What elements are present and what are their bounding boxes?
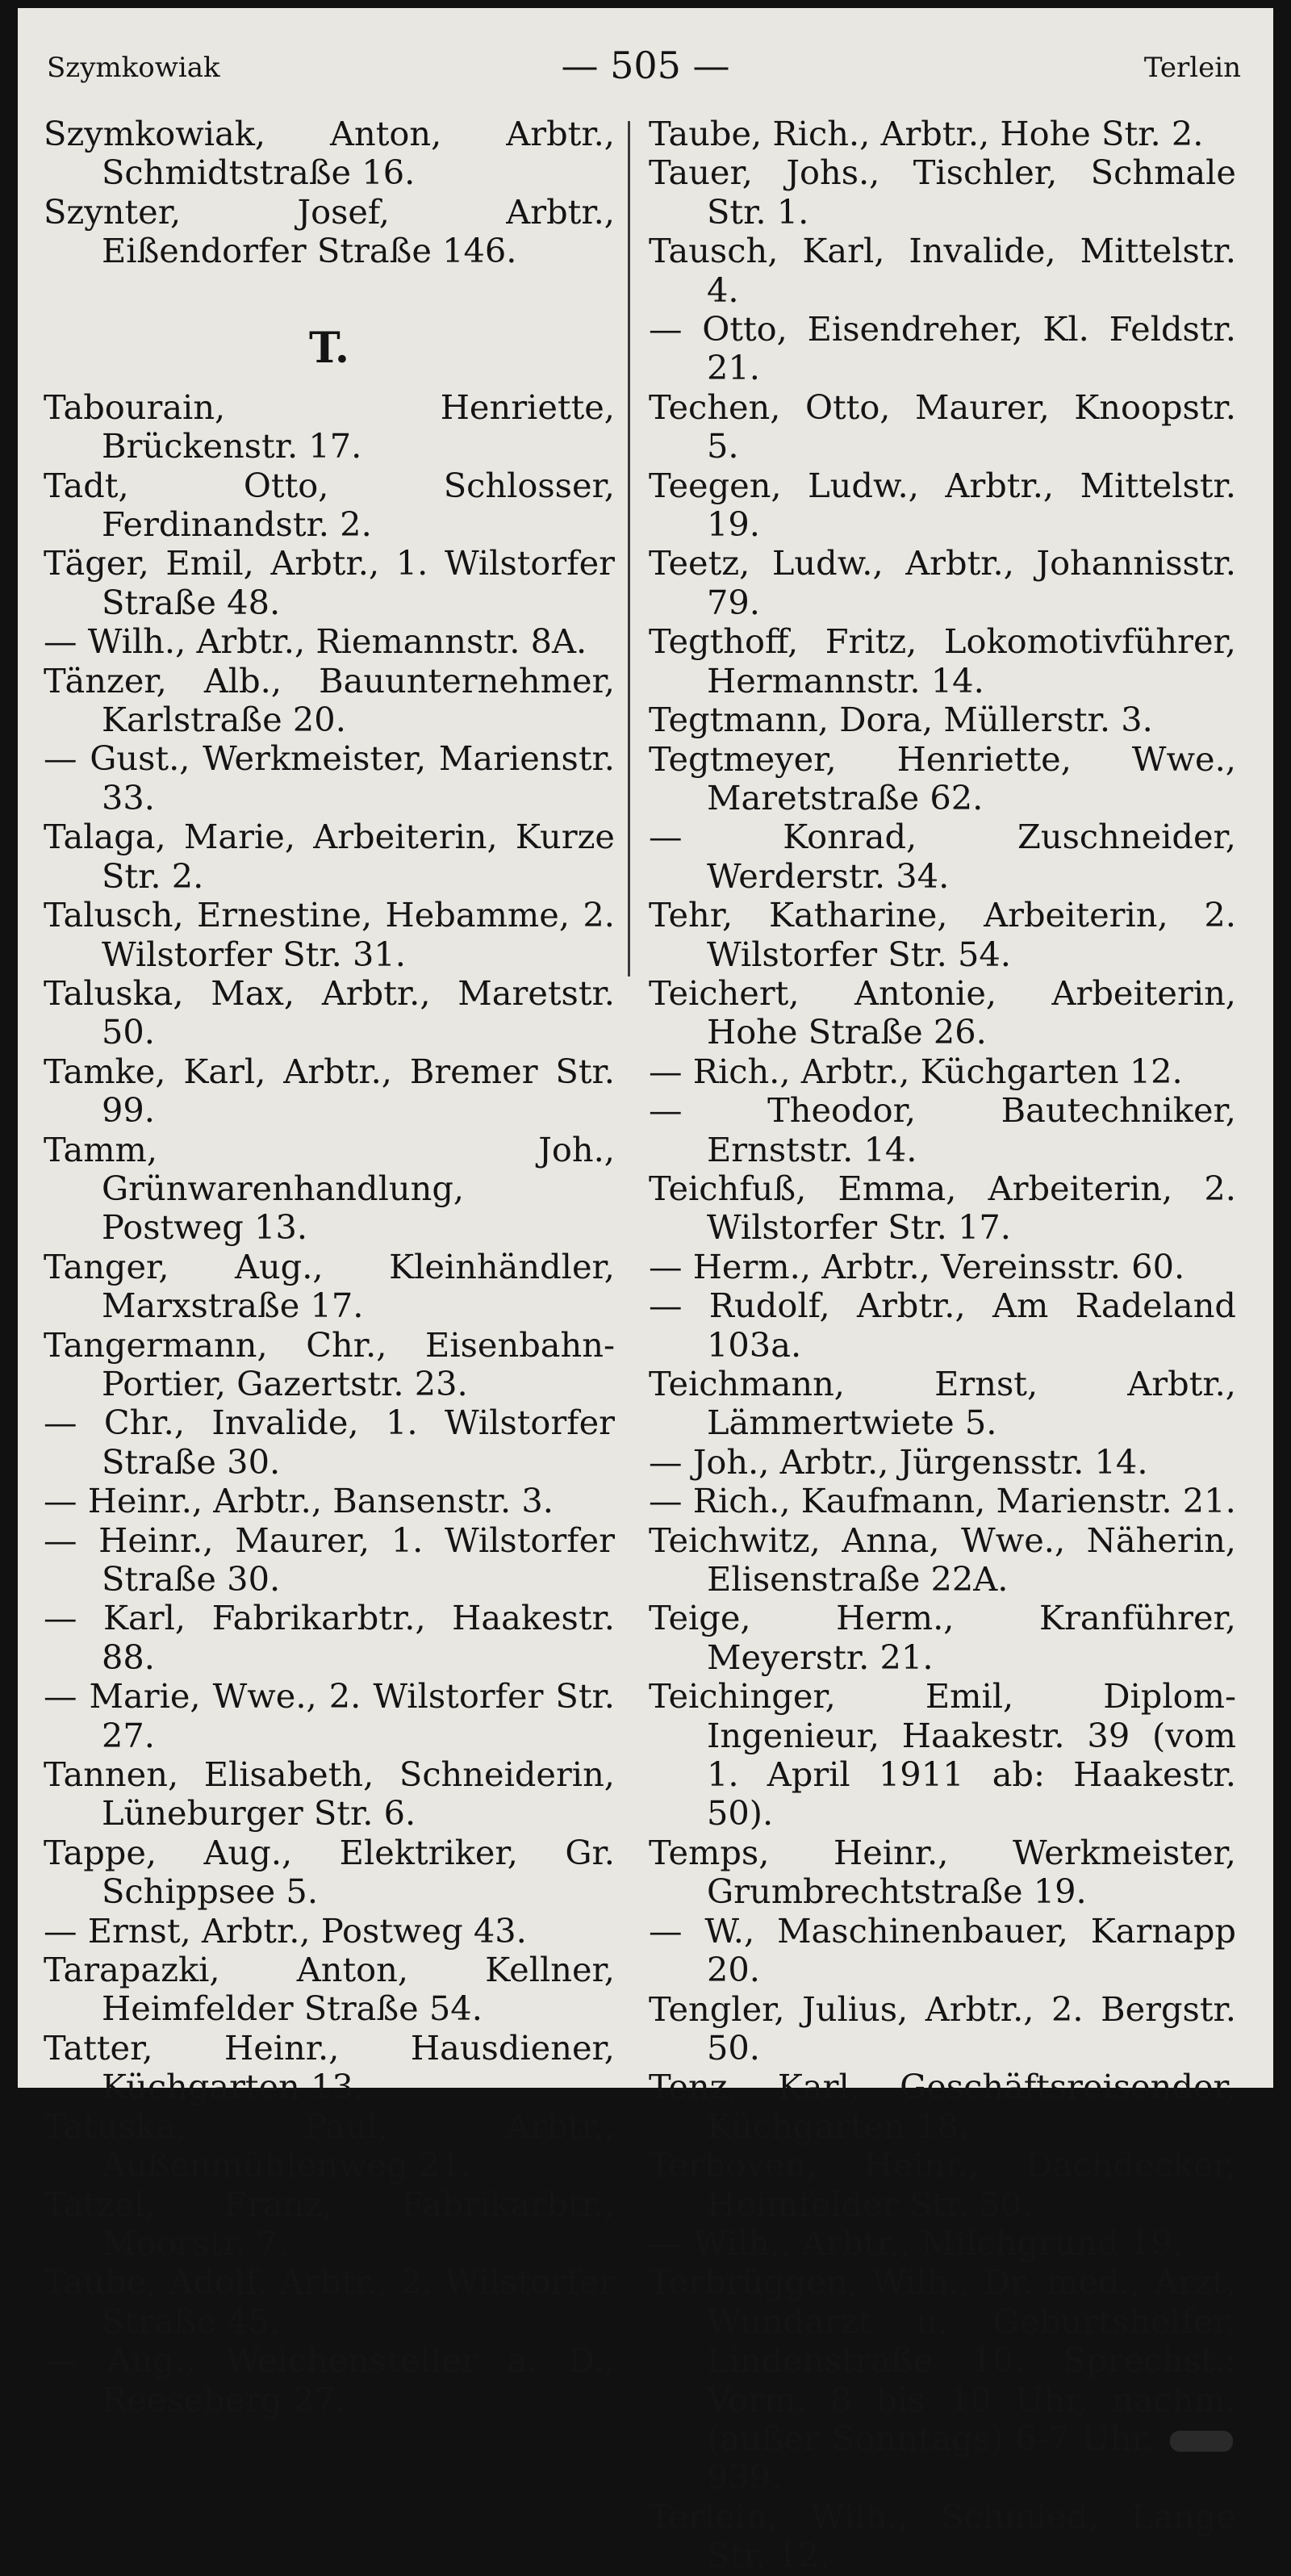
directory-entry: Temps, Heinr., Werkmeister, Grumbrechtstraße 19. (649, 1832, 1236, 1912)
running-head-right: Terlein (1143, 52, 1241, 84)
directory-entry: Tannen, Elisabeth, Schneiderin, Lüneburger Str. 6. (44, 1754, 615, 1834)
directory-entry: Szymkowiak, Anton, Arbtr., Schmidtstraße 16. (44, 114, 615, 193)
directory-entry: — Herm., Arbtr., Vereinsstr. 60. (649, 1246, 1185, 1286)
directory-entry: Tanger, Aug., Kleinhändler, Marxstraße 17. (44, 1246, 615, 1326)
directory-entry: — Otto, Eisendreher, Kl. Feldstr. 21. (649, 309, 1236, 388)
directory-entry: Teegen, Ludw., Arbtr., Mittelstr. 19. (649, 465, 1236, 545)
directory-entry: Tatter, Heinr., Hausdiener, Küchgarten 13. (44, 2027, 615, 2107)
phone-number: 939. (707, 2457, 782, 2498)
directory-entry: — Gust., Werkmeister, Marienstr. 33. (44, 738, 615, 818)
directory-entry: Teichfuß, Emma, Arbeiterin, 2. Wilstorfer Str. 17. (649, 1168, 1236, 1248)
directory-entry: Tappe, Aug., Elektriker, Gr. Schippsee 5. (44, 1832, 615, 1912)
directory-entry: — Joh., Arbtr., Jürgensstr. 14. (649, 1441, 1148, 1482)
directory-entry: Taluska, Max, Arbtr., Maretstr. 50. (44, 972, 615, 1052)
directory-entry: Talaga, Marie, Arbeiterin, Kurze Str. 2. (44, 817, 615, 896)
directory-entry: — Ernst, Arbtr., Postweg 43. (44, 1910, 527, 1951)
column-divider (628, 121, 630, 976)
directory-entry: — Aug., Weichensteller a. D., Reeseberg 27. (44, 2340, 615, 2419)
directory-entry: Tamm, Joh., Grünwarenhandlung, Postweg 13. (44, 1129, 615, 1248)
right-entry-list (649, 115, 1236, 2576)
directory-entry: — Theodor, Bautechniker, Ernststr. 14. (649, 1090, 1236, 1169)
directory-entry: — Rich., Kaufmann, Marienstr. 21. (649, 1481, 1236, 1521)
directory-entry: Terlein, Wilh., Schmied, Lange Str. 12. (649, 2496, 1236, 2576)
directory-entry: — W., Maschinenbauer, Karnapp 20. (649, 1910, 1236, 1990)
directory-entry: Tengler, Julius, Arbtr., 2. Bergstr. 50. (649, 1988, 1236, 2068)
directory-entry: Tatuska, Paul, Arbtr., Außenmühlenweg 21. (44, 2106, 615, 2185)
directory-entry: Teichwitz, Anna, Wwe., Näherin, Elisenstraße 22A. (649, 1520, 1236, 1600)
telephone-icon (1170, 2431, 1233, 2452)
directory-entry: — Marie, Wwe., 2. Wilstorfer Str. 27. (44, 1676, 615, 1755)
directory-entry: — Rudolf, Arbtr., Am Radeland 103a. (649, 1286, 1236, 1365)
directory-entry: Tabourain, Henriette, Brückenstr. 17. (44, 387, 615, 466)
directory-entry: — Wilh., Arbtr., Milchgrund 19. (649, 2223, 1183, 2263)
directory-entry: — Heinr., Arbtr., Bansenstr. 3. (44, 1481, 554, 1521)
directory-entry: — Rich., Arbtr., Küchgarten 12. (649, 1051, 1183, 1091)
directory-entry: Tehr, Katharine, Arbeiterin, 2. Wilstorfer Str. 54. (649, 895, 1236, 974)
directory-entry: Tegtmann, Dora, Müllerstr. 3. (649, 700, 1153, 740)
directory-page (18, 8, 1273, 2576)
directory-entry: Teige, Herm., Kranführer, Meyerstr. 21. (649, 1598, 1236, 1677)
directory-entry: Teichert, Antonie, Arbeiterin, Hohe Straße 26. (649, 972, 1236, 1052)
directory-entry: Szynter, Josef, Arbtr., Eißendorfer Straße 146. (44, 191, 615, 271)
directory-entry: Tauer, Johs., Tischler, Schmale Str. 1. (649, 153, 1236, 232)
left-entry-list (44, 388, 615, 2419)
directory-entry: — Wilh., Arbtr., Riemannstr. 8A. (44, 621, 587, 662)
page-number: — 505 — (561, 44, 730, 87)
directory-entry: Täger, Emil, Arbtr., 1. Wilstorfer Straße 48. (44, 543, 615, 622)
directory-entry: Tenz, Karl, Geschäftsreisender, Küchgarten 18. (649, 2067, 1236, 2146)
directory-entry: Terboven, Heinr., Dachdecker, Heimfelder Str. 50. (649, 2145, 1236, 2224)
directory-entry: Terbrüggen, Wilh., Dr. med., Arzt, Wundarzt u. Geburtshelfer, Lindenstraße 10. Sprechst.: Vorm. 8 bis 10 Uhr, nachm. (außer Sonntags) 6-7 Uhr. 939. (649, 2262, 1236, 2498)
directory-entry: Taube, Rich., Arbtr., Hohe Str. 2. (649, 114, 1204, 153)
directory-entry: — Konrad, Zuschneider, Werderstr. 34. (649, 817, 1236, 896)
directory-entry: Talusch, Ernestine, Hebamme, 2. Wilstorfer Str. 31. (44, 895, 615, 974)
directory-entry: Tarapazki, Anton, Kellner, Heimfelder Straße 54. (44, 1950, 615, 2029)
directory-entry: Teetz, Ludw., Arbtr., Johannisstr. 79. (649, 543, 1236, 622)
directory-entry: Techen, Otto, Maurer, Knoopstr. 5. (649, 387, 1236, 466)
running-head-left: Szymkowiak (47, 52, 220, 84)
directory-entry: — Heinr., Maurer, 1. Wilstorfer Straße 30. (44, 1520, 615, 1599)
section-letter: T. (308, 324, 350, 374)
directory-entry: Tänzer, Alb., Bauunternehmer, Karlstraße 20. (44, 660, 615, 740)
directory-entry: Tatzel, Franz, Fabrikarbtr., Moorstr. 7. (44, 2184, 615, 2263)
directory-entry: Tausch, Karl, Invalide, Mittelstr. 4. (649, 231, 1236, 310)
directory-entry: Teichmann, Ernst, Arbtr., Lämmertwiete 5. (649, 1364, 1236, 1443)
left-column (44, 115, 615, 2419)
directory-entry: Teichinger, Emil, Diplom-Ingenieur, Haakestr. 39 (vom 1. April 1911 ab: Haakestr. 50). (649, 1676, 1236, 1834)
directory-entry: Tamke, Karl, Arbtr., Bremer Str. 99. (44, 1051, 615, 1131)
directory-entry: — Chr., Invalide, 1. Wilstorfer Straße 30. (44, 1403, 615, 1482)
directory-entry: Taube, Adolf, Arbtr., 2. Wilstorfer Straße 45. (44, 2262, 615, 2341)
page-header (18, 44, 1273, 89)
directory-entry: Tadt, Otto, Schlosser, Ferdinandstr. 2. (44, 465, 615, 545)
directory-entry: Tangermann, Chr., Eisenbahn-Portier, Gazertstr. 23. (44, 1324, 615, 1403)
directory-entry: Tegthoff, Fritz, Lokomotivführer, Hermannstr. 14. (649, 621, 1236, 700)
directory-entry: Tegtmeyer, Henriette, Wwe., Maretstraße 62. (649, 738, 1236, 818)
right-column (649, 115, 1236, 2576)
directory-entry: — Karl, Fabrikarbtr., Haakestr. 88. (44, 1598, 615, 1677)
